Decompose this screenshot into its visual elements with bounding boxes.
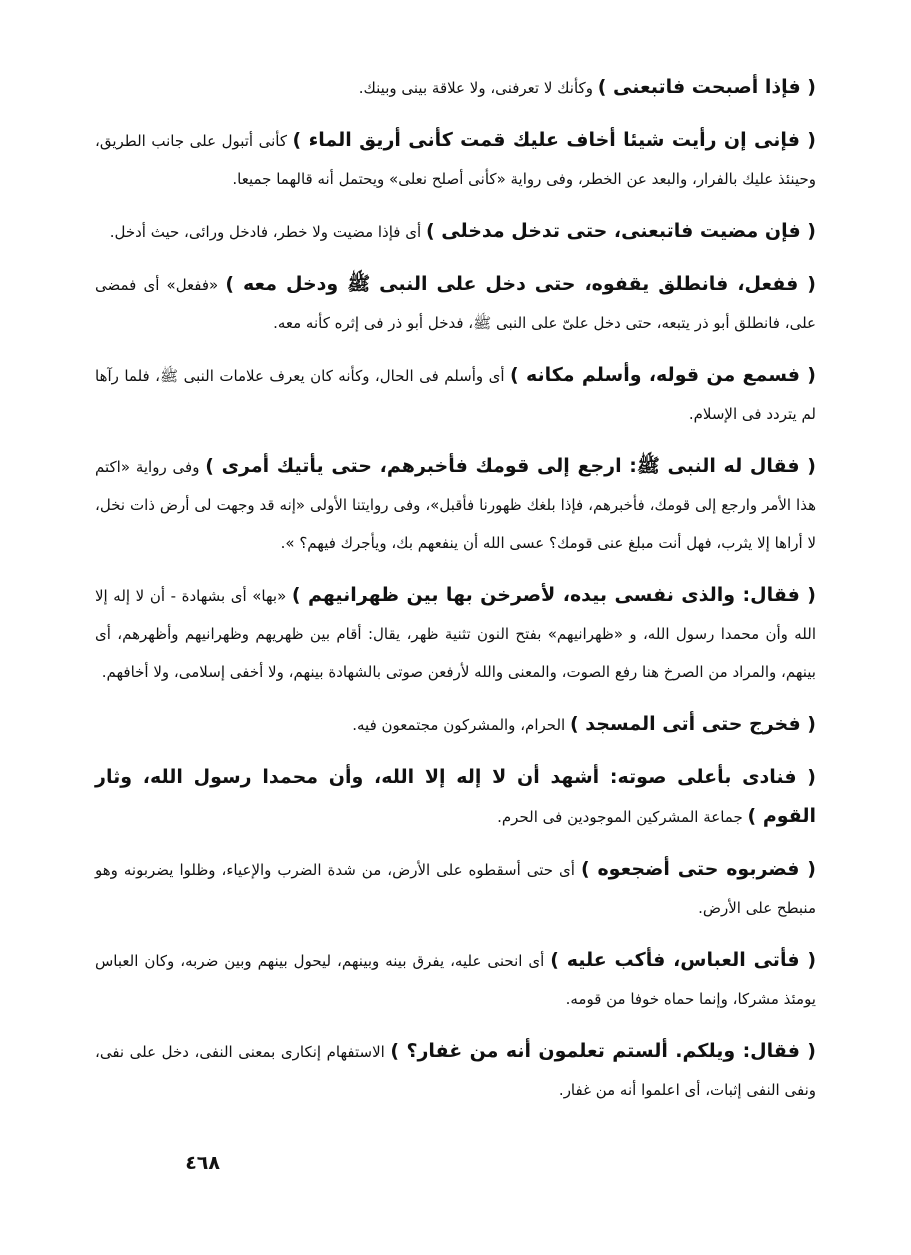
hadith-quote: ( فسمع من قوله، وأسلم مكانه ) xyxy=(509,364,816,386)
paragraph xyxy=(95,356,816,433)
commentary-text: كأنى أتبول على جانب الطريق، وحينئذ عليك بالفرار، والبعد عن الخطر، وفى رواية «كأنى أصلح نعلى» ويحتمل أنه قالهما جميعا. xyxy=(95,132,816,188)
page-body xyxy=(95,68,816,1123)
paragraph xyxy=(95,1032,816,1109)
paragraph xyxy=(95,265,816,342)
commentary-text: أى وأسلم فى الحال، وكأنه كان يعرف علامات النبى ﷺ، فلما رآها لم يتردد فى الإسلام. xyxy=(95,367,816,423)
hadith-quote: ( فقال له النبى ﷺ: ارجع إلى قومك فأخبرهم، حتى يأتيك أمرى ) xyxy=(205,455,816,477)
commentary-text: الاستفهام إنكارى بمعنى النفى، دخل على نفى، ونفى النفى إثبات، أى اعلموا أنه من غفار. xyxy=(95,1043,816,1099)
hadith-quote: ( فقال: ويلكم. ألستم تعلمون أنه من غفار؟ ) xyxy=(390,1040,816,1062)
hadith-quote: ( فإن مضيت فاتبعنى، حتى تدخل مدخلى ) xyxy=(425,220,816,242)
commentary-text: أى انحنى عليه، يفرق بينه وبينهم، ليحول بينهم وبين ضربه، وكان العباس يومئذ مشركا، وإنما حماه خوفا من قومه. xyxy=(95,952,816,1008)
paragraph xyxy=(95,758,816,836)
hadith-quote: ( فخرج حتى أتى المسجد ) xyxy=(569,713,816,735)
hadith-quote: ( فإذا أصبحت فاتبعنى ) xyxy=(597,76,816,98)
paragraph xyxy=(95,212,816,251)
paragraph xyxy=(95,850,816,927)
paragraph xyxy=(95,447,816,562)
commentary-text: وفى رواية «اكتم هذا الأمر وارجع إلى قومك، فأخبرهم، فإذا بلغك ظهورنا فأقبل»، وفى روايتنا الأولى «إنه قد وجهت لى أرض ذات نخل، لا أراها إلا يثرب، فهل أنت مبلغ عنى قومك؟ عسى الله أن ينفعهم بك، ويأجرك فيهم؟ ». xyxy=(95,458,816,552)
paragraph xyxy=(95,68,816,107)
commentary-text: أى حتى أسقطوه على الأرض، من شدة الضرب والإعياء، وظلوا يضربونه وهو منبطح على الأرض. xyxy=(95,861,816,917)
commentary-text: «بها» أى بشهادة - أن لا إله إلا الله وأن محمدا رسول الله، و «ظهرانيهم» بفتح النون تثنية ظهر، يقال: أقام بين ظهريهم وظهرانيهم وأظهرهم، أى بينهم، والمراد من الصرخ هنا رفع الصوت، والمعنى والله لأرفعن صوتى بالشهادة بينهم، ولا أخفى إسلامى، ولا أخافهم. xyxy=(95,587,816,681)
commentary-text: جماعة المشركين الموجودين فى الحرم. xyxy=(497,808,743,826)
paragraph xyxy=(95,705,816,744)
hadith-quote: ( ففعل، فانطلق يقفوه، حتى دخل على النبى ﷺ ودخل معه ) xyxy=(225,273,816,295)
commentary-text: وكأنك لا تعرفنى، ولا علاقة بينى وبينك. xyxy=(358,79,593,97)
commentary-text: الحرام، والمشركون مجتمعون فيه. xyxy=(352,716,566,734)
hadith-quote: ( فضربوه حتى أضجعوه ) xyxy=(580,858,816,880)
hadith-quote: ( فإنى إن رأيت شيئا أخاف عليك قمت كأنى أريق الماء ) xyxy=(292,129,816,151)
paragraph xyxy=(95,941,816,1018)
commentary-text: أى فإذا مضيت ولا خطر، فادخل ورائى، حيث أدخل. xyxy=(109,223,422,241)
paragraph xyxy=(95,576,816,691)
hadith-quote: ( فأتى العباس، فأكب عليه ) xyxy=(550,949,816,971)
hadith-quote: ( فنادى بأعلى صوته: أشهد أن لا إله إلا الله، وأن محمدا رسول الله، وثار القوم ) xyxy=(95,766,816,827)
paragraph xyxy=(95,121,816,198)
page-number: ٤٦٨ xyxy=(185,1152,220,1174)
hadith-quote: ( فقال: والذى نفسى بيده، لأصرخن بها بين ظهرانيهم ) xyxy=(291,584,816,606)
commentary-text: «ففعل» أى فمضى على، فانطلق أبو ذر يتبعه، حتى دخل علىّ على النبى ﷺ، فدخل أبو ذر فى إثره كأنه معه. xyxy=(95,276,816,332)
